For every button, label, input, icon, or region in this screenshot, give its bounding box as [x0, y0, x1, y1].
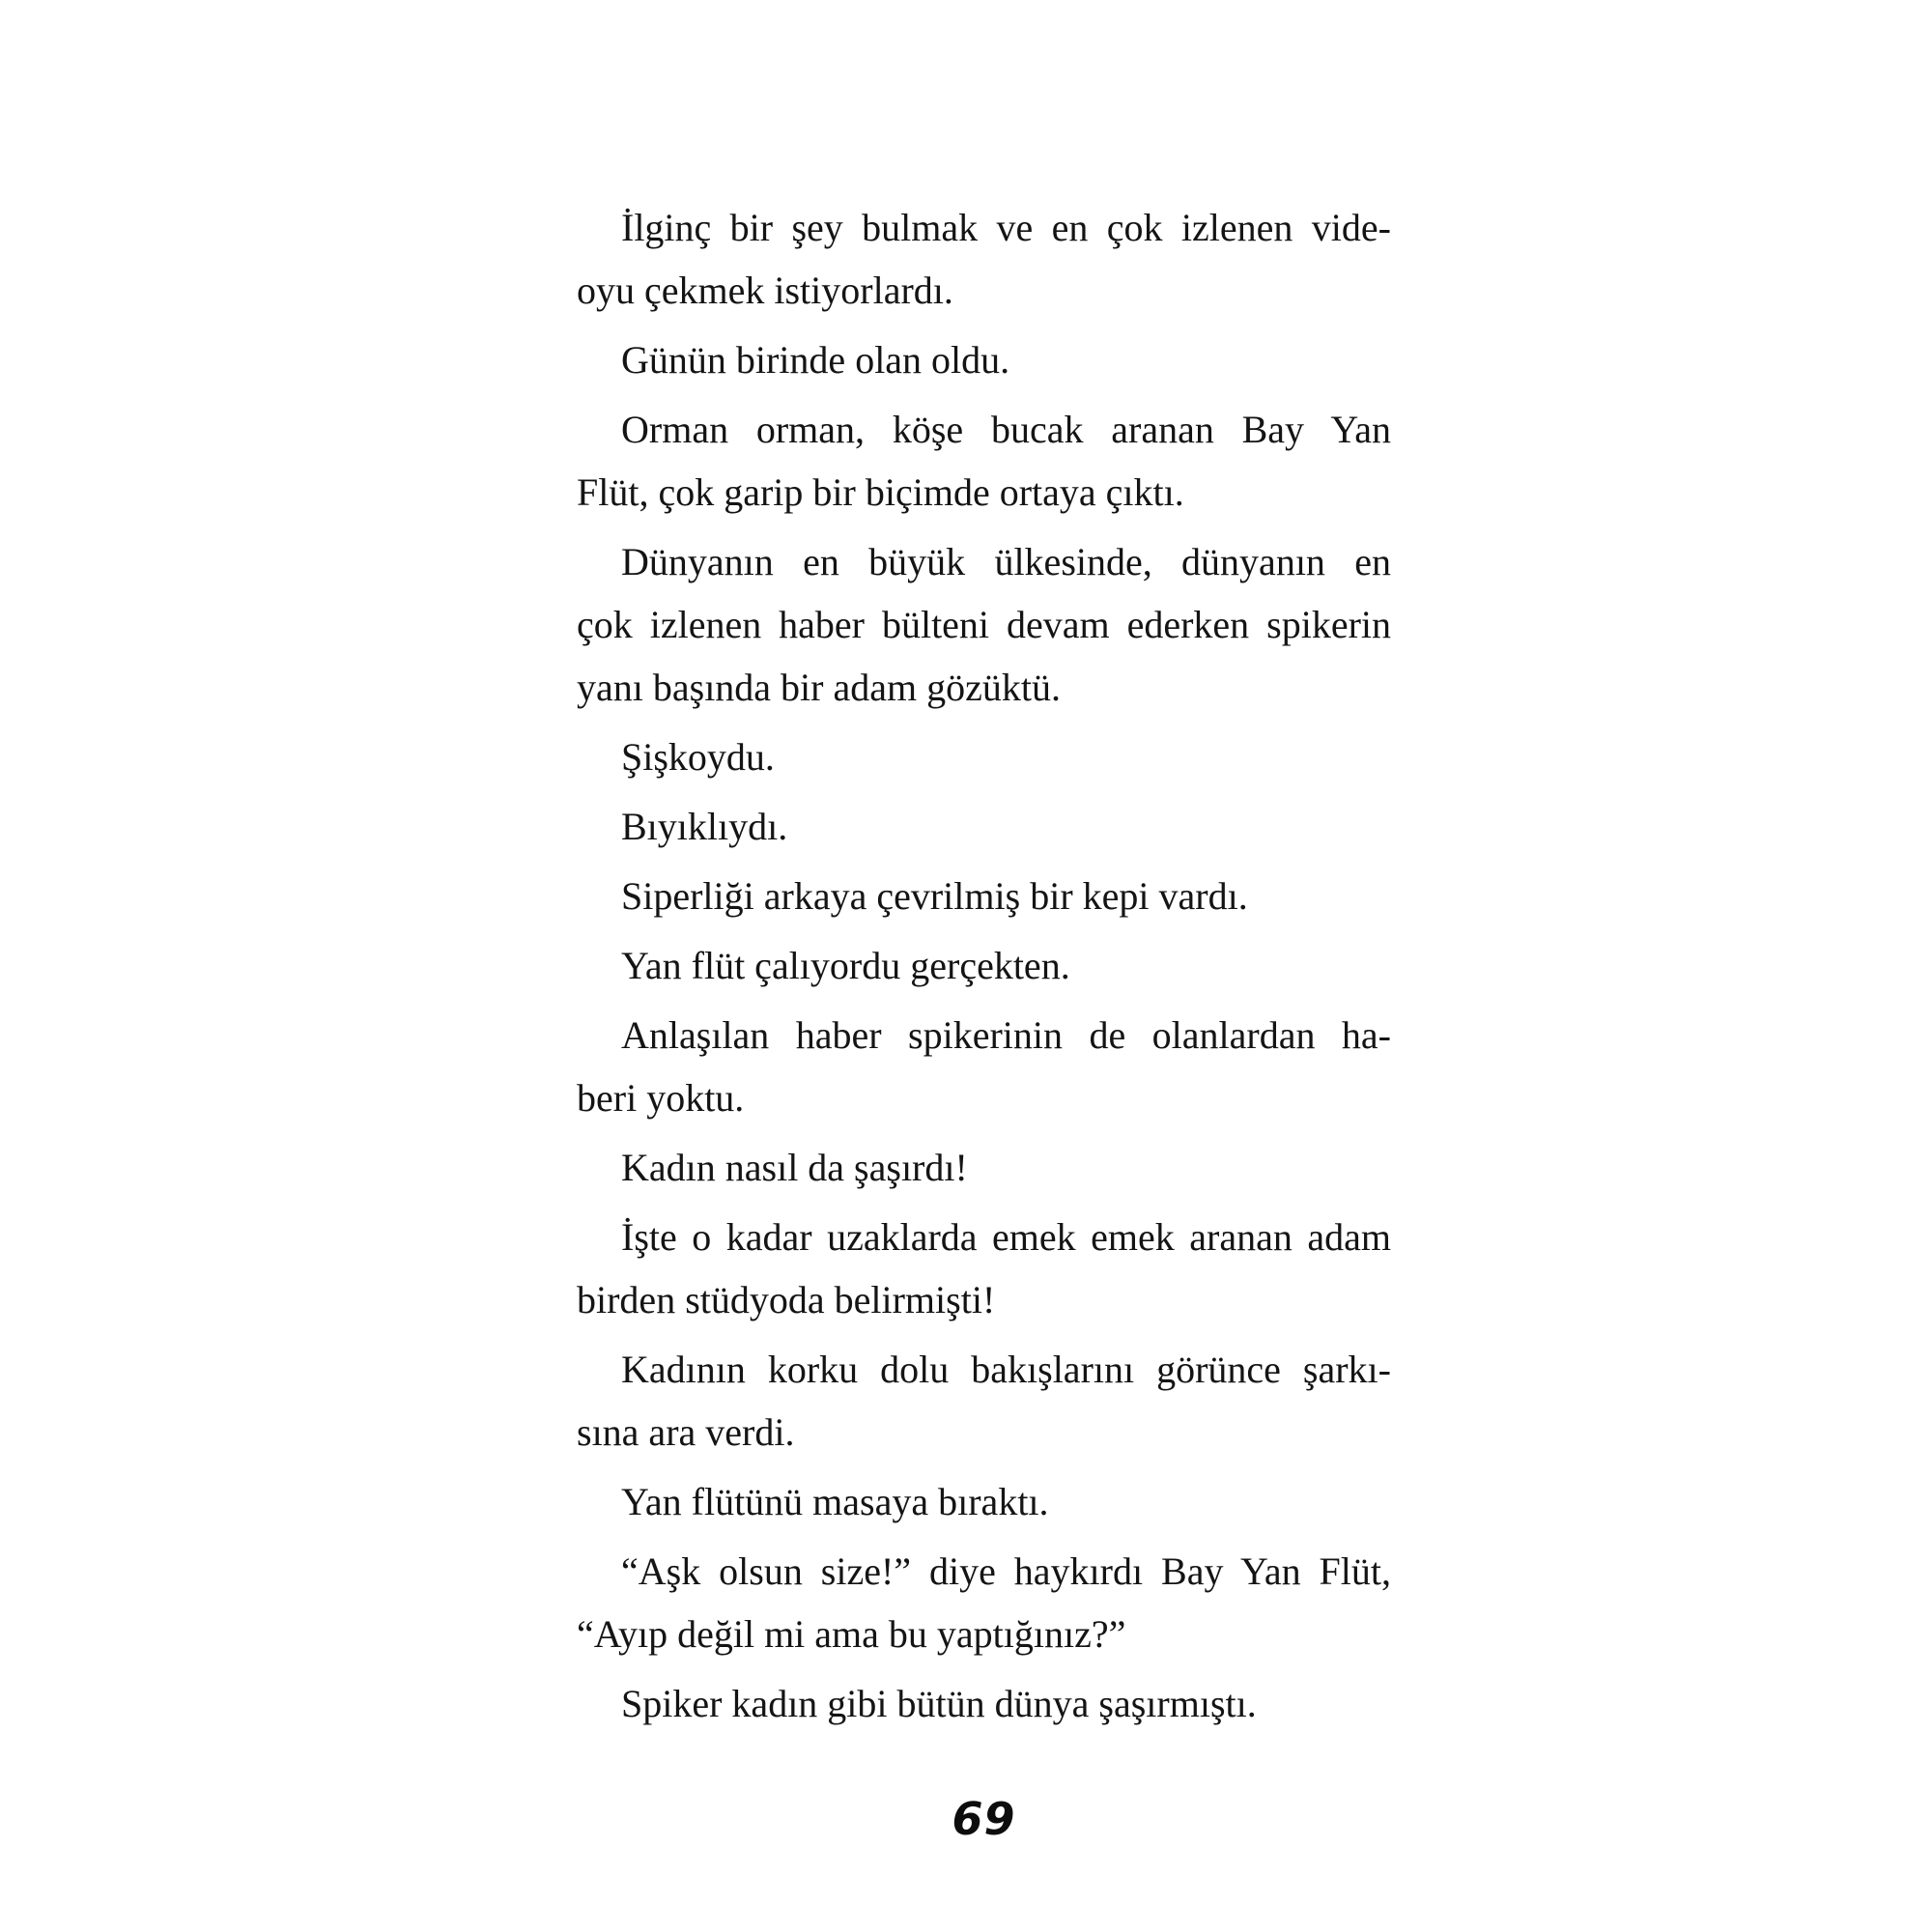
- paragraph: [577, 1470, 1391, 1533]
- paragraph: [577, 865, 1391, 927]
- text-line: Kadının korku dolu bakışlarını görünce şarkı-: [621, 1348, 1391, 1391]
- text-block: [577, 196, 1391, 1742]
- text-line: beri yoktu.: [577, 1076, 745, 1120]
- text-line: Flüt, çok garip bir biçimde ortaya çıktı.: [577, 470, 1184, 514]
- text-line: “Ayıp değil mi ama bu yaptığınız?”: [577, 1612, 1126, 1656]
- paragraph: [577, 1338, 1391, 1463]
- text-line: Dünyanın en büyük ülkesinde, dünyanın en: [621, 540, 1391, 583]
- text-line: Spiker kadın gibi bütün dünya şaşırmıştı.: [621, 1682, 1257, 1725]
- text-line: Yan flütünü masaya bıraktı.: [621, 1480, 1049, 1523]
- text-line: Kadın nasıl da şaşırdı!: [621, 1146, 968, 1189]
- paragraph: [577, 196, 1391, 322]
- paragraph: [577, 1672, 1391, 1735]
- paragraph: [577, 1136, 1391, 1199]
- paragraph: [577, 795, 1391, 858]
- text-line: Siperliği arkaya çevrilmiş bir kepi vardı.: [621, 874, 1248, 918]
- text-line: Bıyıklıydı.: [621, 805, 788, 848]
- paragraph: [577, 1004, 1391, 1129]
- text-line: “Aşk olsun size!” diye haykırdı Bay Yan Flüt,: [621, 1549, 1391, 1593]
- page-number: 69: [952, 1793, 1016, 1845]
- text-line: İşte o kadar uzaklarda emek emek aranan adam: [621, 1215, 1391, 1259]
- text-line: yanı başında bir adam gözüktü.: [577, 666, 1061, 709]
- text-line: Şişkoydu.: [621, 735, 775, 779]
- paragraph: [577, 398, 1391, 524]
- text-line: birden stüdyoda belirmişti!: [577, 1278, 996, 1321]
- text-line: Günün birinde olan oldu.: [621, 338, 1010, 382]
- paragraph: [577, 934, 1391, 997]
- paragraph: [577, 1540, 1391, 1665]
- text-line: Orman orman, köşe bucak aranan Bay Yan: [621, 408, 1391, 451]
- text-line: Yan flüt çalıyordu gerçekten.: [621, 944, 1070, 987]
- paragraph: [577, 530, 1391, 719]
- text-line: Anlaşılan haber spikerinin de olanlardan ha-: [621, 1013, 1391, 1057]
- text-line: çok izlenen haber bülteni devam ederken spikerin: [577, 603, 1391, 646]
- paragraph: [577, 1206, 1391, 1331]
- text-line: oyu çekmek istiyorlardı.: [577, 269, 953, 312]
- paragraph: [577, 725, 1391, 788]
- text-line: İlginç bir şey bulmak ve en çok izlenen vide-: [621, 206, 1391, 249]
- paragraph: [577, 328, 1391, 391]
- text-line: sına ara verdi.: [577, 1410, 795, 1454]
